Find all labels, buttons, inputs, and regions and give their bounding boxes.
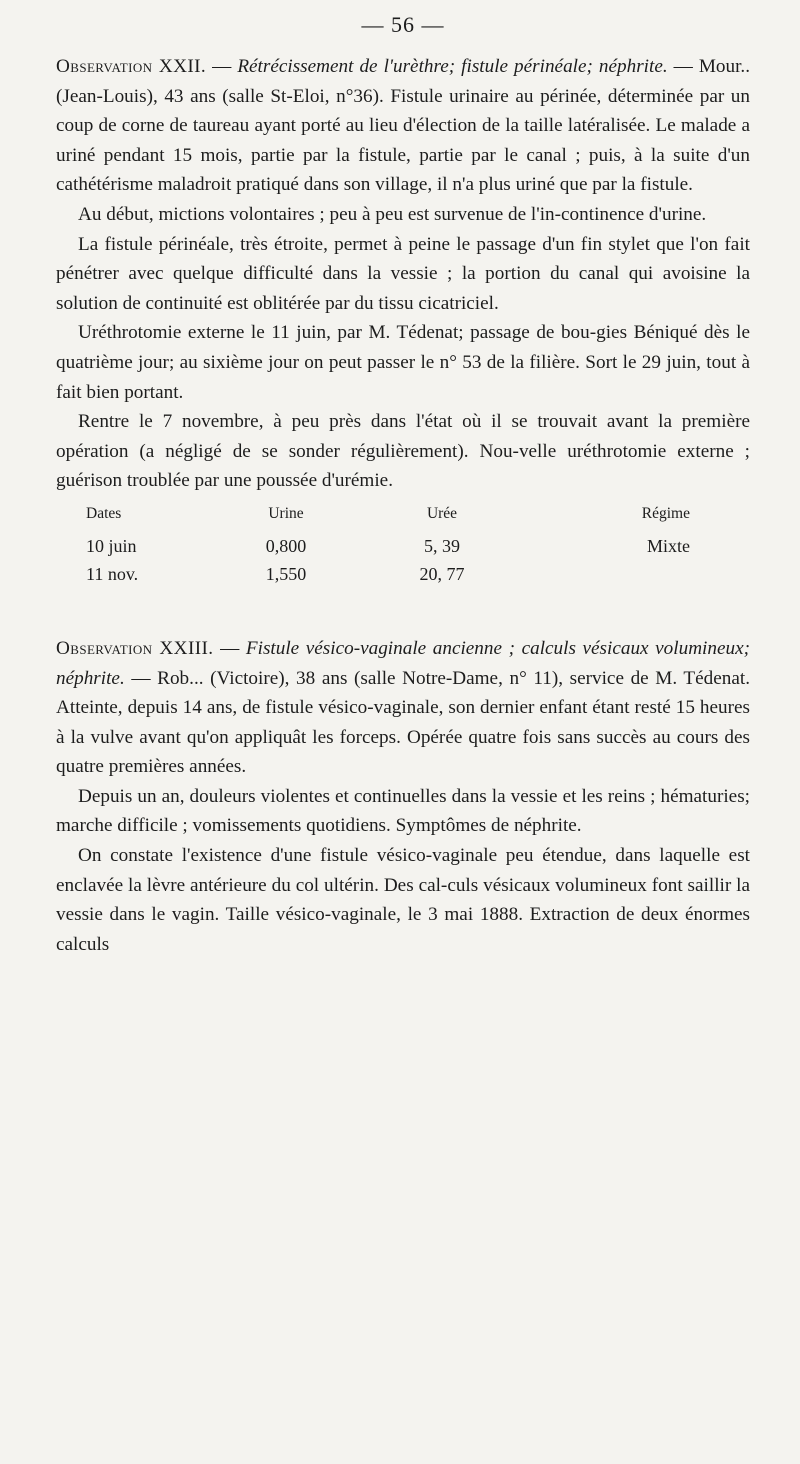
- table-row: [86, 532, 690, 560]
- table-cell-uree: 20, 77: [419, 563, 465, 584]
- obs22-title: Rétrécissement de l'urèthre; fistule périnéale; néphrite.: [237, 56, 668, 77]
- obs22-paragraph-4: Uréthrotomie externe le 11 juin, par M. Tédenat; passage de bou-gies Béniqué dès le quatrième jour; au sixième jour on peut passer le n° 53 de la filière. Sort le 29 juin, tout à fait bien portant.: [56, 322, 750, 403]
- obs23-header-text: — Rob... (Victoire), 38 ans (salle Notre-Dame, n° 11), service de M. Tédenat. Atteinte, depuis 14 ans, de fistule vésico-vaginale, son dernier enfant étant resté 15 heures à la vulve avant qu'on appliquât les forceps. Opérée quatre fois sans succès au cours des quatre premières années.: [56, 667, 750, 778]
- section-spacer: [56, 588, 750, 634]
- obs22-header-text: — Mour.. (Jean-Louis), 43 ans (salle St-Eloi, n°36). Fistule urinaire au périnée, déterminée par un coup de corne de taureau ayant porté au lieu d'élection de la taille latéralisée. Le malade a uriné pendant 15 mois, partie par la fistule, partie par le canal ; puis, à la suite d'un cathétérisme maladroit pratiqué dans son village, il n'a plus uriné que par la fistule.: [56, 56, 750, 196]
- document-page: [56, 10, 750, 959]
- table-header-regime: Régime: [641, 504, 690, 522]
- obs23-dash: —: [213, 637, 246, 659]
- obs23-paragraph-3: On constate l'existence d'une fistule vésico-vaginale peu étendue, dans laquelle est enclavée la lèvre antérieure du col ultérin. Des cal-culs vésicaux volumineux font saillir la vessie dans le vagin. Taille vésico-vaginale, le 3 mai 1888. Extraction de deux énormes calculs: [56, 845, 750, 955]
- table-row: [86, 560, 690, 588]
- observation-23: [56, 634, 750, 960]
- table-cell-urine: 1,550: [265, 563, 307, 584]
- obs23-title: Fistule vésico-vaginale ancienne ; calculs vésicaux volumineux; néphrite.: [56, 637, 750, 689]
- page-number: — 56 —: [361, 12, 445, 37]
- table-header-dates: Dates: [86, 504, 122, 522]
- obs22-data-table: [86, 502, 690, 588]
- table-header-row: [86, 502, 690, 532]
- obs23-header-paragraph: [56, 634, 750, 782]
- obs22-label: Observation XXII.: [56, 56, 207, 77]
- observation-22: [56, 52, 750, 588]
- obs23-label: Observation XXIII.: [56, 637, 214, 659]
- table-cell-date: 10 juin: [86, 535, 137, 556]
- table-cell-date: 11 nov.: [86, 563, 139, 584]
- table-header-urine: Urine: [268, 504, 304, 522]
- obs22-header-paragraph: [56, 52, 750, 200]
- obs22-paragraph-3: La fistule périnéale, très étroite, permet à peine le passage d'un fin stylet que l'on fait pénétrer avec quelque difficulté dans la vessie ; la portion du canal qui avoisine la solution de continuité est oblitérée par du tissu cicatriciel.: [56, 233, 750, 314]
- table-cell-urine: 0,800: [265, 535, 307, 556]
- table-header-uree: Urée: [426, 504, 458, 522]
- table-cell-regime: [530, 560, 690, 588]
- obs22-paragraph-2: Au début, mictions volontaires ; peu à peu est survenue de l'in-continence d'urine.: [78, 203, 707, 225]
- obs22-paragraph-5: Rentre le 7 novembre, à peu près dans l'état où il se trouvait avant la première opération (a négligé de se sonder régulièrement). Nou-velle uréthrotomie externe ; guérison troublée par une poussée d'urémie.: [56, 411, 750, 492]
- obs23-paragraph-2: Depuis un an, douleurs violentes et continuelles dans la vessie et les reins ; hématuries; marche difficile ; vomissements quotidiens. Symptômes de néphrite.: [56, 785, 750, 837]
- obs22-dash: —: [206, 56, 238, 77]
- table-cell-regime: Mixte: [647, 535, 690, 556]
- table-cell-uree: 5, 39: [424, 535, 460, 556]
